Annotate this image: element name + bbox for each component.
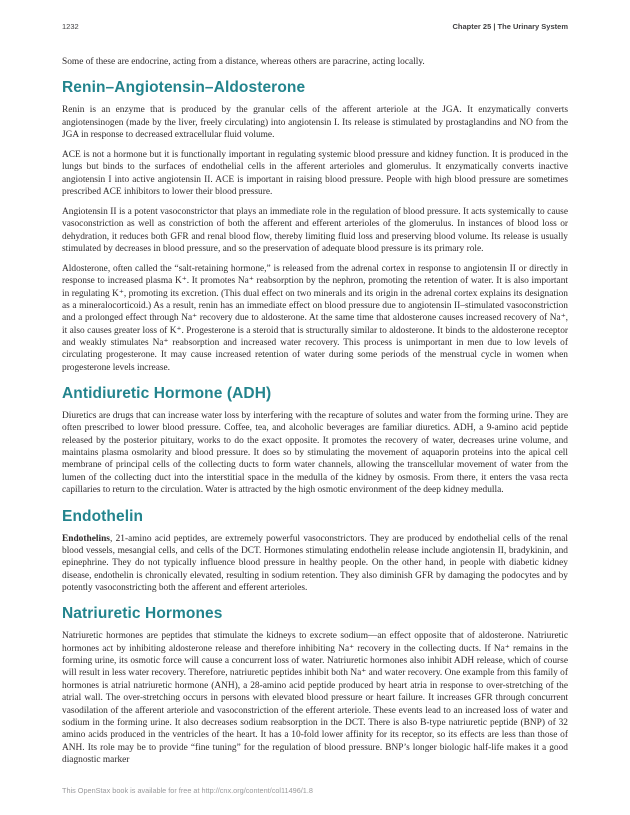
chapter-title: Chapter 25 | The Urinary System	[452, 22, 568, 31]
bold-term-endothelins: Endothelins	[62, 533, 110, 544]
paragraph: Diuretics are drugs that can increase water loss by interfering with the recapture of solutes and water from the forming urine. They are often prescribed to lower blood pressure. Coffee, tea, and alcoholic beverages are familiar diuretics. ADH, a 9-amino acid peptide released by the posterior pituitary, works to do the exact opposite. It promotes the recovery of water, decreases urine volume, and maintains plasma osmolarity and blood pressure. It does so by stimulating the movement of aquaporin proteins into the apical cell membrane of principal cells of the collecting ducts to form water channels, allowing the transcellular movement of water from the lumen of the collecting duct into the interstitial space in the medulla of the kidney by osmosis. From there, it enters the vasa recta capillaries to return to the circulation. Water is attracted by the high osmotic environment of the deep kidney medulla.	[62, 411, 568, 496]
section-antidiuretic-hormone	[62, 385, 568, 497]
paragraph: Angiotensin II is a potent vasoconstrictor that plays an immediate role in the regulation of blood pressure. It acts systemically to cause vasoconstriction as well as constriction of both the afferent and efferent arterioles of the glomerulus. In instances of blood loss or dehydration, it reduces both GFR and renal blood flow, thereby limiting fluid loss and preserving blood volume. Its release is usually stimulated by decreases in blood pressure, and so the preservation of adequate blood pressure is its primary role.	[62, 206, 568, 254]
section-renin-angiotensin-aldosterone	[62, 79, 568, 374]
paragraph-text: , 21-amino acid peptides, are extremely powerful vasoconstrictors. They are produced by endothelial cells of the renal blood vessels, mesangial cells, and cells of the DCT. Hormones stimulating endothelin release include angiotensin II, bradykinin, and epinephrine. They do not typically influence blood pressure in healthy people. On the other hand, in people with diabetic kidney disease, endothelin is chronically elevated, resulting in sodium retention. They also diminish GFR by damaging the podocytes and by potently vasoconstricting both the afferent and efferent arterioles.	[62, 533, 568, 593]
section-heading: Endothelin	[62, 507, 144, 525]
section-endothelin	[62, 508, 568, 595]
page-body	[62, 56, 568, 766]
intro-paragraph: Some of these are endocrine, acting from a distance, whereas others are paracrine, acting locally.	[62, 57, 425, 67]
section-natriuretic-hormones	[62, 605, 568, 766]
section-heading: Natriuretic Hormones	[62, 605, 223, 623]
paragraph: Natriuretic hormones are peptides that stimulate the kidneys to excrete sodium—an effect opposite that of aldosterone. Natriuretic hormones act by inhibiting aldosterone release and therefore inhibiting Na⁺ recovery in the collecting ducts. If Na⁺ remains in the forming urine, its osmotic force will cause a concurrent loss of water. Natriuretic hormones also inhibit ADH release, which of course will result in less water recovery. Therefore, natriuretic peptides inhibit both Na⁺ and water recovery. One example from this family of hormones is atrial natriuretic hormone (ANH), a 28-amino acid peptide produced by heart atria in response to over-stretching of the atrial wall. The over-stretching occurs in persons with elevated blood pressure or heart failure. It increases GFR through concurrent vasodilation of the afferent arteriole and vasoconstriction of the efferent arteriole. These events lead to an increased loss of water and sodium in the forming urine. It also decreases sodium reabsorption in the DCT. There is also B-type natriuretic peptide (BNP) of 32 amino acids produced in the ventricles of the heart. It has a 10-fold lower affinity for its receptor, so its effects are less than those of ANH. Its role may be to provide “fine tuning” for the regulation of blood pressure. BNP’s longer biologic half-life makes it a good diagnostic marker	[62, 631, 568, 765]
section-heading: Renin–Angiotensin–Aldosterone	[62, 79, 306, 97]
page-header	[62, 22, 568, 31]
section-heading: Antidiuretic Hormone (ADH)	[62, 385, 272, 403]
paragraph	[62, 533, 568, 595]
page-footer: This OpenStax book is available for free at http://cnx.org/content/col11496/1.8	[62, 786, 313, 795]
paragraph: ACE is not a hormone but it is functionally important in regulating systemic blood pressure and kidney function. It is produced in the lungs but binds to the surfaces of endothelial cells in the afferent arterioles and glomerulus. It enzymatically converts inactive angiotensin I into active angiotensin II. ACE is important in raising blood pressure. People with high blood pressure are sometimes prescribed ACE inhibitors to lower their blood pressure.	[62, 149, 568, 198]
paragraph: Aldosterone, often called the “salt-retaining hormone,” is released from the adrenal cortex in response to angiotensin II or directly in response to increased plasma K⁺. It promotes Na⁺ reabsorption by the nephron, promoting the retention of water. It is also important in regulating K⁺, promoting its excretion. (This dual effect on two minerals and its origin in the adrenal cortex explains its designation as a mineralocorticoid.) As a result, renin has an immediate effect on blood pressure due to angiotensin II–stimulated vasoconstriction and a prolonged effect through Na⁺ recovery due to aldosterone. At the same time that aldosterone causes increased recovery of Na⁺, it also causes greater loss of K⁺. Progesterone is a steroid that is structurally similar to aldosterone. It binds to the aldosterone receptor and weakly stimulates Na⁺ reabsorption and increased water recovery. This process is unimportant in men due to low levels of circulating progesterone. It may cause increased retention of water during some periods of the menstrual cycle in women when progesterone levels increase.	[62, 263, 568, 373]
paragraph: Renin is an enzyme that is produced by the granular cells of the afferent arteriole at the JGA. It enzymatically converts angiotensinogen (made by the liver, freely circulating) into angiotensin I. Its release is stimulated by prostaglandins and NO from the JGA in response to decreased extracellular fluid volume.	[62, 105, 568, 141]
page-number: 1232	[62, 22, 79, 31]
